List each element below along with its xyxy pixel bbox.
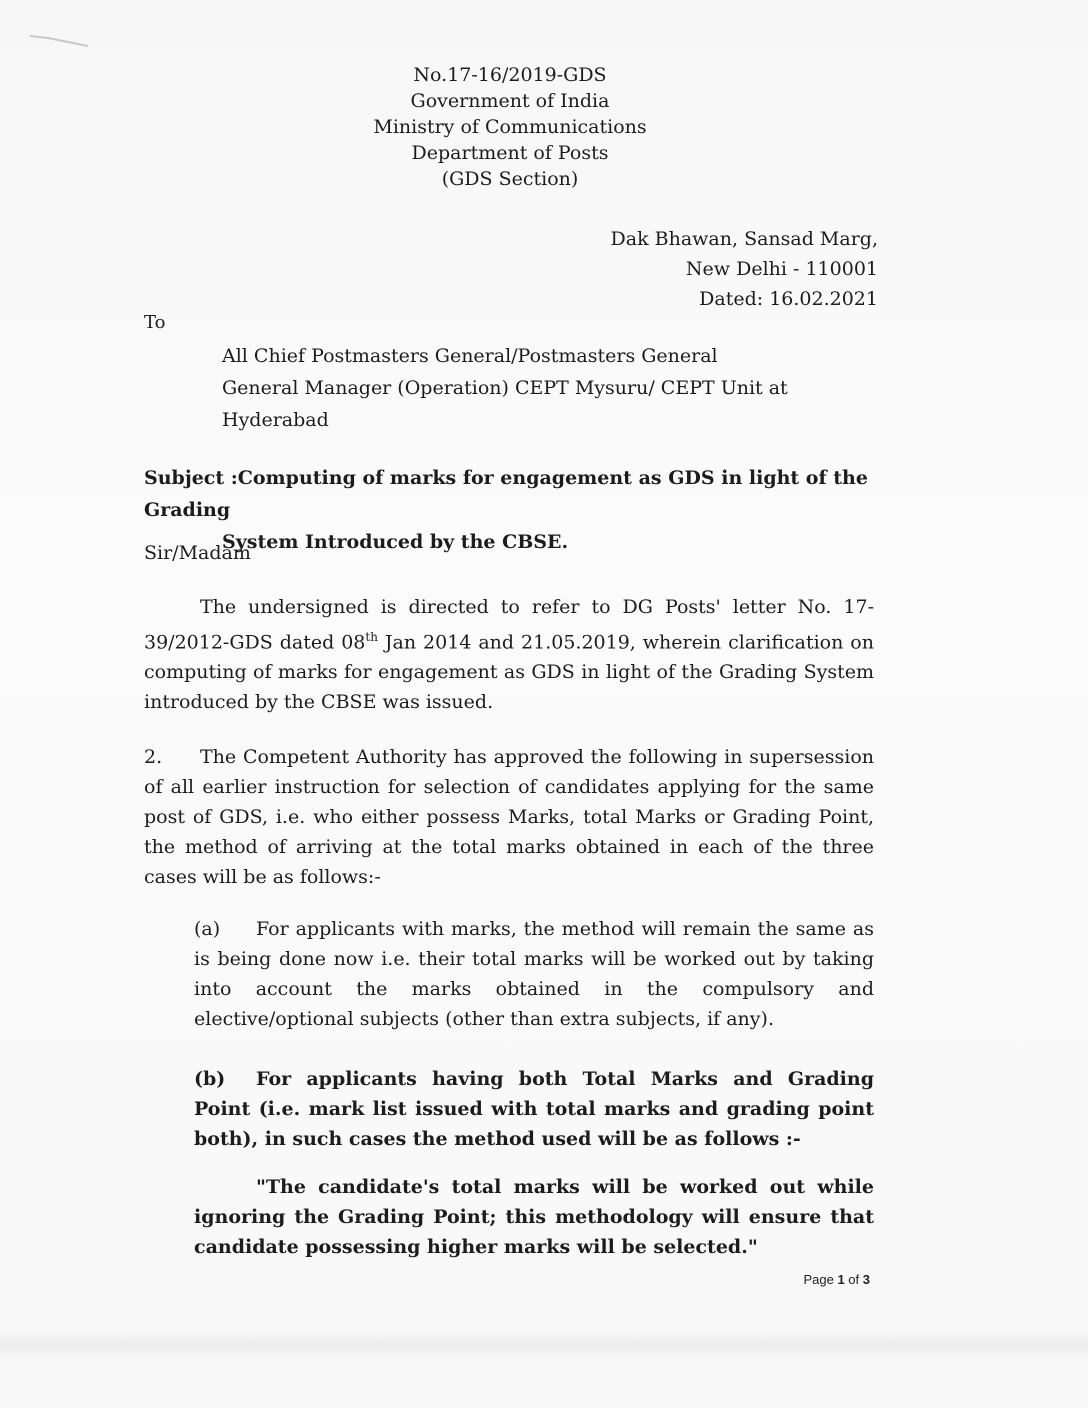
current-page: 1 bbox=[837, 1272, 845, 1287]
sender-address bbox=[611, 224, 878, 314]
recipient-line-3: Hyderabad bbox=[222, 409, 329, 431]
recipient-line-1: All Chief Postmasters General/Postmasters General bbox=[222, 345, 718, 367]
sub-paragraph-a-text: For applicants with marks, the method will remain the same as is being done now i.e. their total marks will be worked out by taking into account the marks obtained in the compulsory and elective/optional subjects (other than extra subjects, if any). bbox=[194, 918, 874, 1030]
paragraph-2 bbox=[144, 742, 874, 892]
page-word: Page bbox=[803, 1272, 838, 1287]
total-pages: 3 bbox=[862, 1272, 870, 1287]
ministry-name: Ministry of Communications bbox=[373, 116, 647, 138]
salutation: Sir/Madam bbox=[144, 542, 251, 564]
of-word: of bbox=[844, 1272, 863, 1287]
subject-block bbox=[144, 462, 884, 558]
page-number bbox=[803, 1272, 870, 1287]
recipient-line-2: General Manager (Operation) CEPT Mysuru/ CEPT Unit at bbox=[222, 377, 788, 399]
paragraph-1-text-start: The undersigned is directed to refer to DG Posts' letter No. 17-39/2012-GDS dated 08 bbox=[144, 596, 874, 654]
ordinal-suffix: th bbox=[365, 630, 378, 644]
quoted-instruction: "The candidate's total marks will be worked out while ignoring the Grading Point; this methodology will ensure that candidate possessing higher marks will be selected." bbox=[194, 1176, 874, 1258]
address-line-1: Dak Bhawan, Sansad Marg, bbox=[610, 228, 878, 250]
subject-line-1: Computing of marks for engagement as GDS in light of the Grading bbox=[144, 467, 868, 521]
sub-paragraph-b-text: For applicants having both Total Marks and Grading Point (i.e. mark list issued with total marks and grading point both), in such cases the method used will be as follows :- bbox=[194, 1068, 874, 1150]
sub-paragraph-a bbox=[194, 914, 874, 1034]
paragraph-2-text: The Competent Authority has approved the following in supersession of all earlier instruction for selection of candidates applying for the same post of GDS, i.e. who either possess Marks, total Marks or Grading Point, the method of arriving at the total marks obtained in each of the three cases will be as follows:- bbox=[144, 746, 874, 888]
to-label: To bbox=[144, 312, 166, 333]
address-line-2: New Delhi - 110001 bbox=[685, 258, 878, 280]
recipients-block bbox=[222, 340, 862, 436]
section-name: (GDS Section) bbox=[441, 168, 579, 190]
subject-line-2: System Introduced by the CBSE. bbox=[222, 531, 569, 553]
sub-paragraph-b-label: (b) bbox=[194, 1068, 226, 1090]
subject-label: Subject : bbox=[144, 467, 238, 489]
letter-date: Dated: 16.02.2021 bbox=[699, 288, 878, 310]
sub-paragraph-b bbox=[194, 1064, 874, 1154]
file-number: No.17-16/2019-GDS bbox=[413, 64, 607, 86]
letter-heading bbox=[300, 62, 720, 192]
paragraph-1-text-end: Jan 2014 and 21.05.2019, wherein clarification on computing of marks for engagement as GDS in light of the Grading System introduced by the CBSE was issued. bbox=[144, 631, 874, 714]
sub-paragraph-a-label: (a) bbox=[194, 918, 221, 940]
department-name: Department of Posts bbox=[411, 142, 609, 164]
government-name: Government of India bbox=[410, 90, 610, 112]
paragraph-2-number: 2. bbox=[144, 746, 163, 768]
paragraph-1 bbox=[144, 592, 874, 717]
